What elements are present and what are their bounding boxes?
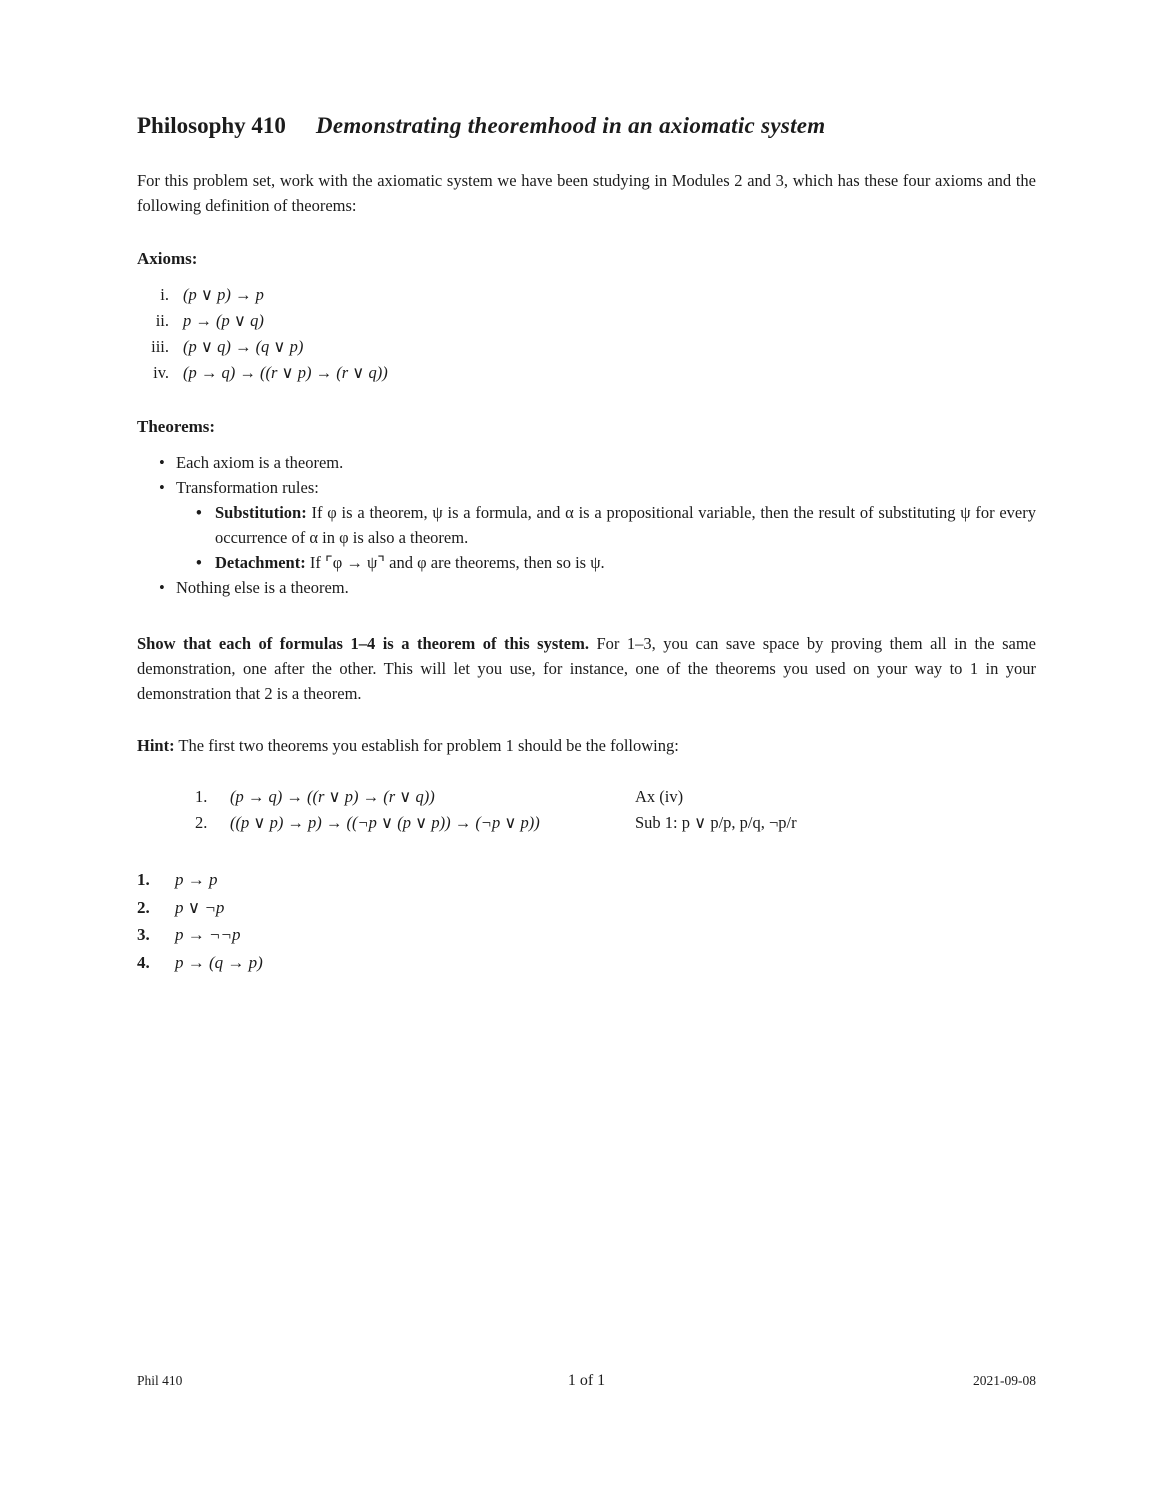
axiom-formula: p → (p ∨ q) xyxy=(183,311,264,330)
problem-number: 2. xyxy=(137,897,150,917)
hint-paragraph xyxy=(137,733,1036,758)
axiom-formula: (p ∨ p) → p xyxy=(183,285,264,304)
problem-number: 4. xyxy=(137,952,150,972)
axiom-item xyxy=(137,334,1036,360)
axiom-item xyxy=(137,282,1036,308)
theorem-bullet: • Each axiom is a theorem. xyxy=(137,450,1036,475)
derivation-line xyxy=(137,810,1036,836)
substitution-label: Substitution: xyxy=(215,503,307,522)
problem-formula: p → ¬¬p xyxy=(175,925,241,944)
axiom-formula: (p ∨ q) → (q ∨ p) xyxy=(183,337,304,356)
problem-formula: p ∨ ¬p xyxy=(175,897,225,917)
axiom-formula: (p → q) → ((r ∨ p) → (r ∨ q)) xyxy=(183,363,388,382)
hint-derivation-table xyxy=(137,784,1036,836)
problem-number: 3. xyxy=(137,925,150,944)
theorem-bullet: • Nothing else is a theorem. xyxy=(137,575,1036,600)
line-number: 2. xyxy=(195,813,208,832)
detachment-rule xyxy=(137,550,1036,575)
task-text: For 1–3, you can save space by proving them all in the same demonstration, one after the other. This will let you use, for instance, one of the theorems you used on your way to 1 in your demonstration that 2 is a theorem. xyxy=(137,634,1036,703)
footer-page-number: 1 of 1 xyxy=(567,1372,606,1389)
derivation-line xyxy=(137,784,1036,810)
problem-item xyxy=(137,921,1036,949)
footer-date: 2021-09-08 xyxy=(973,1373,1037,1388)
intro-paragraph: For this problem set, work with the axiomatic system we have been studying in Modules 2 and 3, which has these four axioms and the following definition of theorems: xyxy=(137,171,1036,215)
problem-item xyxy=(137,949,1036,977)
axiom-label: i. xyxy=(160,285,169,304)
axiom-list xyxy=(137,282,1036,386)
theorems-heading: Theorems: xyxy=(137,417,216,436)
axiom-item xyxy=(137,360,1036,386)
detachment-text: If ⌜φ → ψ⌝ and φ are theorems, then so is ψ. xyxy=(309,553,605,572)
substitution-text: If φ is a theorem, ψ is a formula, and α is a propositional variable, then the result of substituting ψ for every occurrence of α in φ is also a theorem. xyxy=(215,503,1036,547)
problem-formula: p → (q → p) xyxy=(175,952,263,972)
problem-item xyxy=(137,866,1036,894)
problem-item xyxy=(137,894,1036,922)
course-title: Philosophy 410 xyxy=(137,113,286,138)
task-lead: Show that each of formulas 1–4 is a theorem of this system. xyxy=(137,634,589,653)
line-justification: Ax (iv) xyxy=(635,787,684,806)
hint-text: The first two theorems you establish for problem 1 should be the following: xyxy=(178,736,679,755)
line-formula: (p → q) → ((r ∨ p) → (r ∨ q)) xyxy=(230,787,435,806)
detachment-label: Detachment: xyxy=(215,553,306,572)
task-paragraph xyxy=(137,631,1036,706)
substitution-rule xyxy=(137,500,1036,550)
axiom-label: iv. xyxy=(153,363,169,382)
axiom-label: ii. xyxy=(155,311,169,330)
page-footer xyxy=(137,1372,1036,1390)
line-justification: Sub 1: p ∨ p/p, p/q, ¬p/r xyxy=(635,813,797,832)
axiom-item xyxy=(137,308,1036,334)
document-content xyxy=(137,0,1036,976)
hint-label: Hint: xyxy=(137,736,175,755)
line-formula: ((p ∨ p) → p) → ((¬p ∨ (p ∨ p)) → (¬p ∨ p)) xyxy=(230,813,540,832)
axiom-label: iii. xyxy=(151,337,169,356)
document-title xyxy=(137,0,1036,139)
axioms-heading: Axioms: xyxy=(137,249,198,268)
document-subtitle: Demonstrating theoremhood in an axiomatic system xyxy=(315,113,826,138)
problem-formula: p → p xyxy=(175,870,218,889)
problem-list xyxy=(137,866,1036,976)
problem-number: 1. xyxy=(137,870,150,889)
line-number: 1. xyxy=(195,787,208,806)
footer-course: Phil 410 xyxy=(137,1373,183,1388)
theorems-list xyxy=(137,450,1036,600)
theorem-bullet: • Transformation rules: xyxy=(137,475,1036,500)
